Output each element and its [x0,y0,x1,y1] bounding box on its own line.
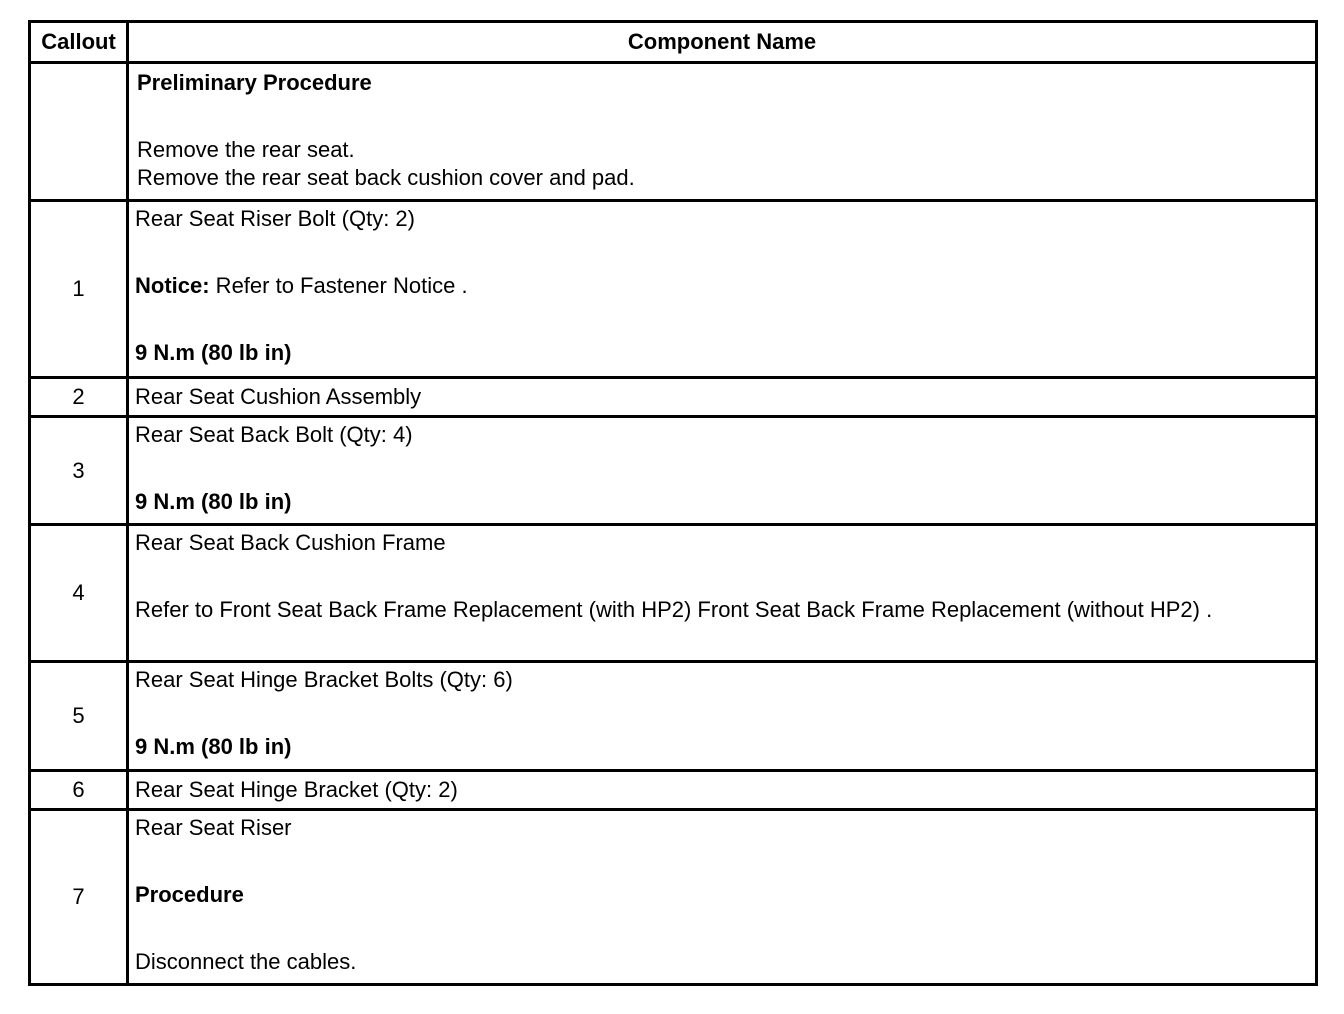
table-header-row [30,22,1317,63]
preliminary-row [30,63,1317,201]
preliminary-step: Remove the rear seat. [137,137,355,162]
component-name: Rear Seat Riser Bolt (Qty: 2) [135,206,415,231]
component-name: Rear Seat Back Bolt (Qty: 4) [135,422,413,447]
torque-spec: 9 N.m (80 lb in) [135,734,292,759]
table-row [30,771,1317,810]
preliminary-content-cell [128,63,1317,201]
table-row [30,201,1317,378]
table-row [30,810,1317,985]
component-name: Rear Seat Hinge Bracket Bolts (Qty: 6) [135,667,513,692]
callout-number: 1 [30,201,128,378]
table-row [30,662,1317,771]
component-cell [128,662,1317,771]
component-table [28,20,1318,986]
torque-spec: 9 N.m (80 lb in) [135,489,292,514]
notice-text: Refer to Fastener Notice . [209,273,468,298]
callout-number: 7 [30,810,128,985]
component-name: Rear Seat Hinge Bracket (Qty: 2) [128,771,1317,810]
torque-spec: 9 N.m (80 lb in) [135,340,292,365]
component-name: Rear Seat Riser [135,815,292,840]
table-row [30,525,1317,662]
preliminary-callout-cell [30,63,128,201]
component-name: Rear Seat Back Cushion Frame [135,530,446,555]
component-cell [128,417,1317,525]
callout-number: 4 [30,525,128,662]
table-row [30,378,1317,417]
procedure-label: Procedure [135,882,244,907]
callout-column-header: Callout [30,22,128,63]
procedure-step: Disconnect the cables. [135,949,357,974]
callout-number: 6 [30,771,128,810]
component-cell [128,810,1317,985]
component-cell [128,525,1317,662]
component-name: Rear Seat Cushion Assembly [128,378,1317,417]
callout-number: 2 [30,378,128,417]
callout-number: 5 [30,662,128,771]
reference-text: Refer to Front Seat Back Frame Replacement (with HP2) Front Seat Back Frame Replacement (without HP2) . [135,597,1213,622]
notice-label: Notice: [135,273,210,298]
callout-number: 3 [30,417,128,525]
notice-line [135,272,1309,300]
preliminary-step: Remove the rear seat back cushion cover and pad. [137,165,635,190]
component-cell [128,201,1317,378]
preliminary-title: Preliminary Procedure [137,70,372,95]
component-name-column-header: Component Name [128,22,1317,63]
table-row [30,417,1317,525]
